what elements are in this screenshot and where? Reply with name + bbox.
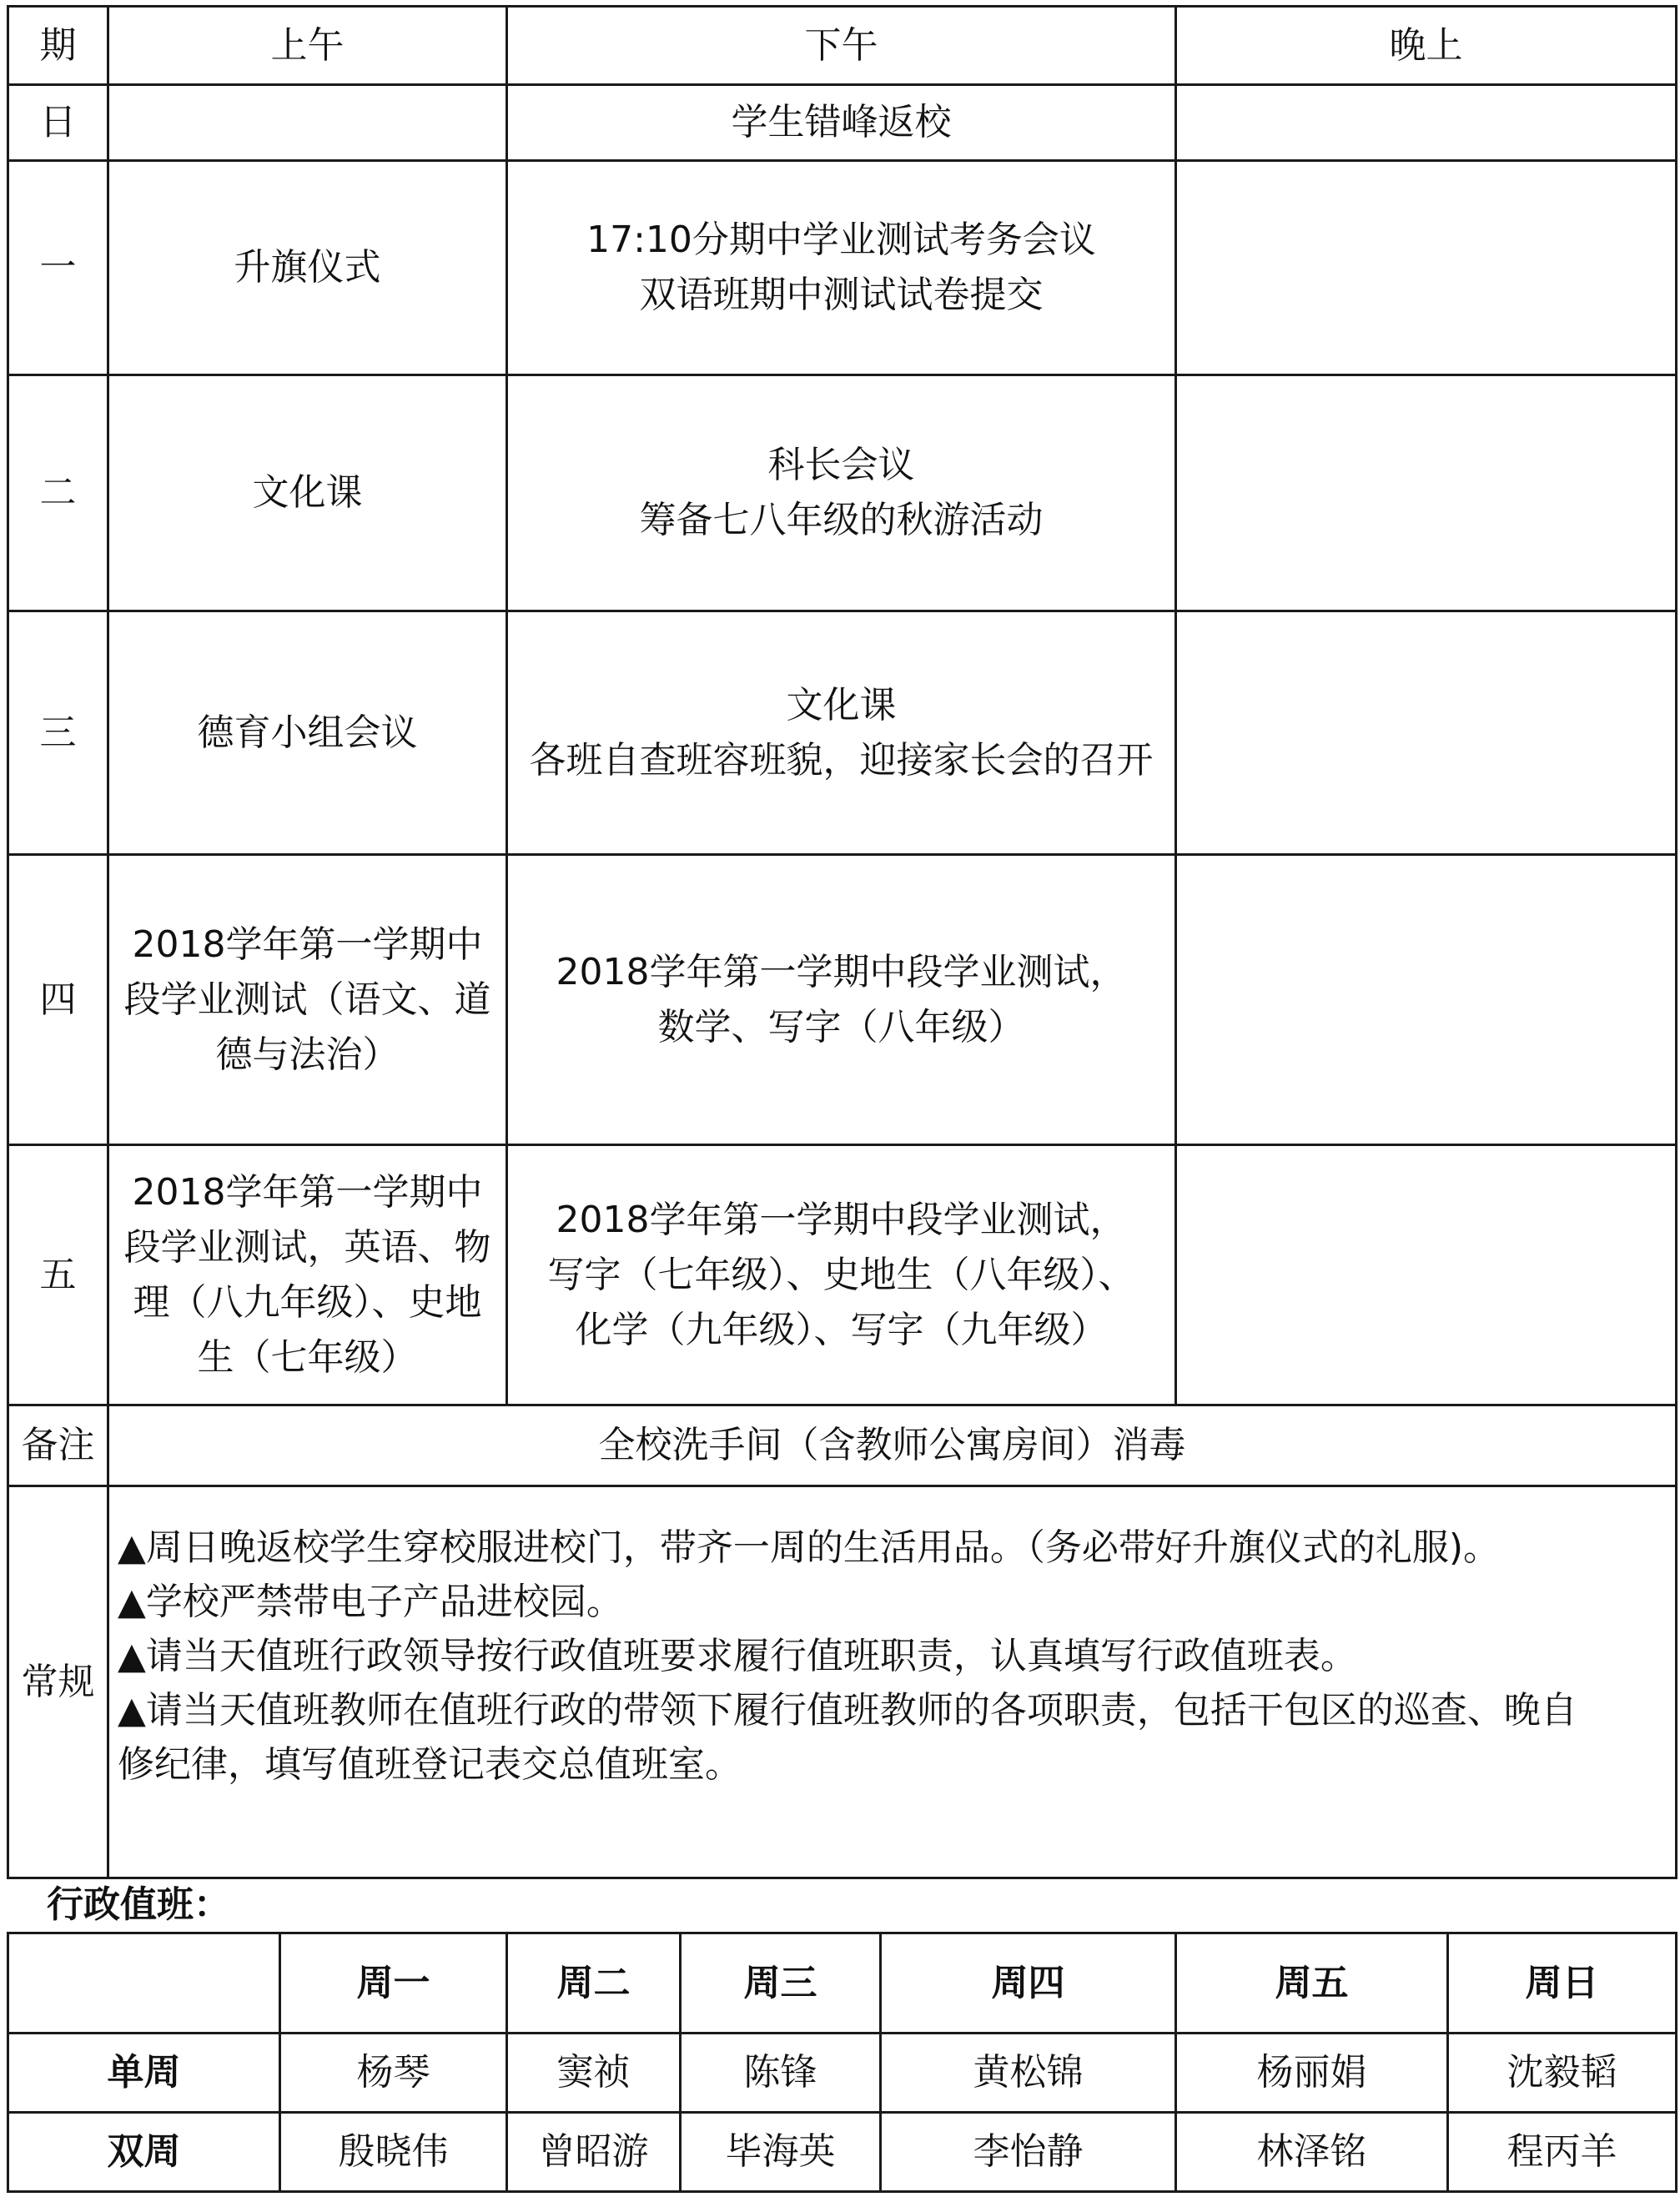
routine-notes bbox=[108, 1486, 1677, 1878]
duty-name: 陈锋 bbox=[681, 2034, 881, 2113]
morning-cell: 2018学年第一学期中 段学业测试（语文、道 德与法治） bbox=[108, 855, 507, 1145]
duty-header-row bbox=[8, 1933, 1677, 2034]
duty-header-mon: 周一 bbox=[280, 1933, 507, 2034]
duty-name: 李怡静 bbox=[881, 2113, 1176, 2192]
duty-header-fri: 周五 bbox=[1176, 1933, 1448, 2034]
duty-name: 黄松锦 bbox=[881, 2034, 1176, 2113]
routine-line: ▲周日晚返校学生穿校服进校门，带齐一周的生活用品。（务必带好升旗仪式的礼服)。 bbox=[118, 1526, 1501, 1569]
afternoon-cell: 文化课 各班自查班容班貌，迎接家长会的召开 bbox=[507, 611, 1176, 855]
duty-header-sun: 周日 bbox=[1448, 1933, 1677, 2034]
afternoon-cell: 2018学年第一学期中段学业测试， 写字（七年级）、史地生（八年级）、 化学（九年级）、写字（九年级） bbox=[507, 1145, 1176, 1405]
header-afternoon: 下午 bbox=[507, 7, 1176, 85]
duty-name: 曾昭游 bbox=[507, 2113, 681, 2192]
duty-name: 沈毅韬 bbox=[1448, 2034, 1677, 2113]
afternoon-cell: 科长会议 筹备七八年级的秋游活动 bbox=[507, 375, 1176, 611]
duty-row-odd-week bbox=[8, 2034, 1677, 2113]
row-friday bbox=[8, 1145, 1677, 1405]
duty-corner bbox=[8, 1933, 280, 2034]
afternoon-cell: 17:10分期中学业测试考务会议 双语班期中测试试卷提交 bbox=[507, 161, 1176, 375]
evening-cell bbox=[1176, 161, 1677, 375]
evening-cell bbox=[1176, 611, 1677, 855]
duty-title: 行政值班： bbox=[47, 1883, 230, 1926]
row-remark bbox=[8, 1405, 1677, 1486]
row-monday bbox=[8, 161, 1677, 375]
duty-name: 殷晓伟 bbox=[280, 2113, 507, 2192]
day-label: 五 bbox=[8, 1145, 108, 1405]
duty-row-label: 双周 bbox=[8, 2113, 280, 2192]
morning-cell: 文化课 bbox=[108, 375, 507, 611]
routine-line: ▲请当天值班教师在值班行政的带领下履行值班教师的各项职责，包括干包区的巡查、晚自 bbox=[118, 1689, 1577, 1732]
duty-name: 程丙羊 bbox=[1448, 2113, 1677, 2192]
duty-row-label: 单周 bbox=[8, 2034, 280, 2113]
day-label: 一 bbox=[8, 161, 108, 375]
duty-name: 杨丽娟 bbox=[1176, 2034, 1448, 2113]
evening-cell bbox=[1176, 375, 1677, 611]
duty-name: 毕海英 bbox=[681, 2113, 881, 2192]
morning-cell: 升旗仪式 bbox=[108, 161, 507, 375]
routine-line: 修纪律，填写值班登记表交总值班室。 bbox=[118, 1743, 742, 1786]
day-label: 二 bbox=[8, 375, 108, 611]
duty-header-thu: 周四 bbox=[881, 1933, 1176, 2034]
header-evening: 晚上 bbox=[1176, 7, 1677, 85]
morning-cell bbox=[108, 85, 507, 161]
morning-cell: 德育小组会议 bbox=[108, 611, 507, 855]
duty-header-tue: 周二 bbox=[507, 1933, 681, 2034]
remark-label: 备注 bbox=[8, 1405, 108, 1486]
routine-line: ▲学校严禁带电子产品进校园。 bbox=[118, 1581, 623, 1623]
duty-header-wed: 周三 bbox=[681, 1933, 881, 2034]
duty-name: 杨琴 bbox=[280, 2034, 507, 2113]
header-morning: 上午 bbox=[108, 7, 507, 85]
day-label: 日 bbox=[8, 85, 108, 161]
remark-text: 全校洗手间（含教师公寓房间）消毒 bbox=[108, 1405, 1677, 1486]
row-sunday bbox=[8, 85, 1677, 161]
duty-name: 林泽铭 bbox=[1176, 2113, 1448, 2192]
day-label: 四 bbox=[8, 855, 108, 1145]
duty-name: 窦祯 bbox=[507, 2034, 681, 2113]
duty-table bbox=[7, 1932, 1677, 2193]
evening-cell bbox=[1176, 1145, 1677, 1405]
evening-cell bbox=[1176, 85, 1677, 161]
header-period: 期 bbox=[8, 7, 108, 85]
row-tuesday bbox=[8, 375, 1677, 611]
morning-cell: 2018学年第一学期中 段学业测试，英语、物 理（八九年级）、史地 生（七年级） bbox=[108, 1145, 507, 1405]
afternoon-cell: 学生错峰返校 bbox=[507, 85, 1176, 161]
duty-row-even-week bbox=[8, 2113, 1677, 2192]
schedule-table bbox=[7, 5, 1677, 1879]
day-label: 三 bbox=[8, 611, 108, 855]
schedule-header-row bbox=[8, 7, 1677, 85]
routine-label: 常规 bbox=[8, 1486, 108, 1878]
row-routine bbox=[8, 1486, 1677, 1878]
afternoon-cell: 2018学年第一学期中段学业测试， 数学、写字（八年级） bbox=[507, 855, 1176, 1145]
evening-cell bbox=[1176, 855, 1677, 1145]
routine-line: ▲请当天值班行政领导按行政值班要求履行值班职责，认真填写行政值班表。 bbox=[118, 1635, 1357, 1677]
row-thursday bbox=[8, 855, 1677, 1145]
row-wednesday bbox=[8, 611, 1677, 855]
